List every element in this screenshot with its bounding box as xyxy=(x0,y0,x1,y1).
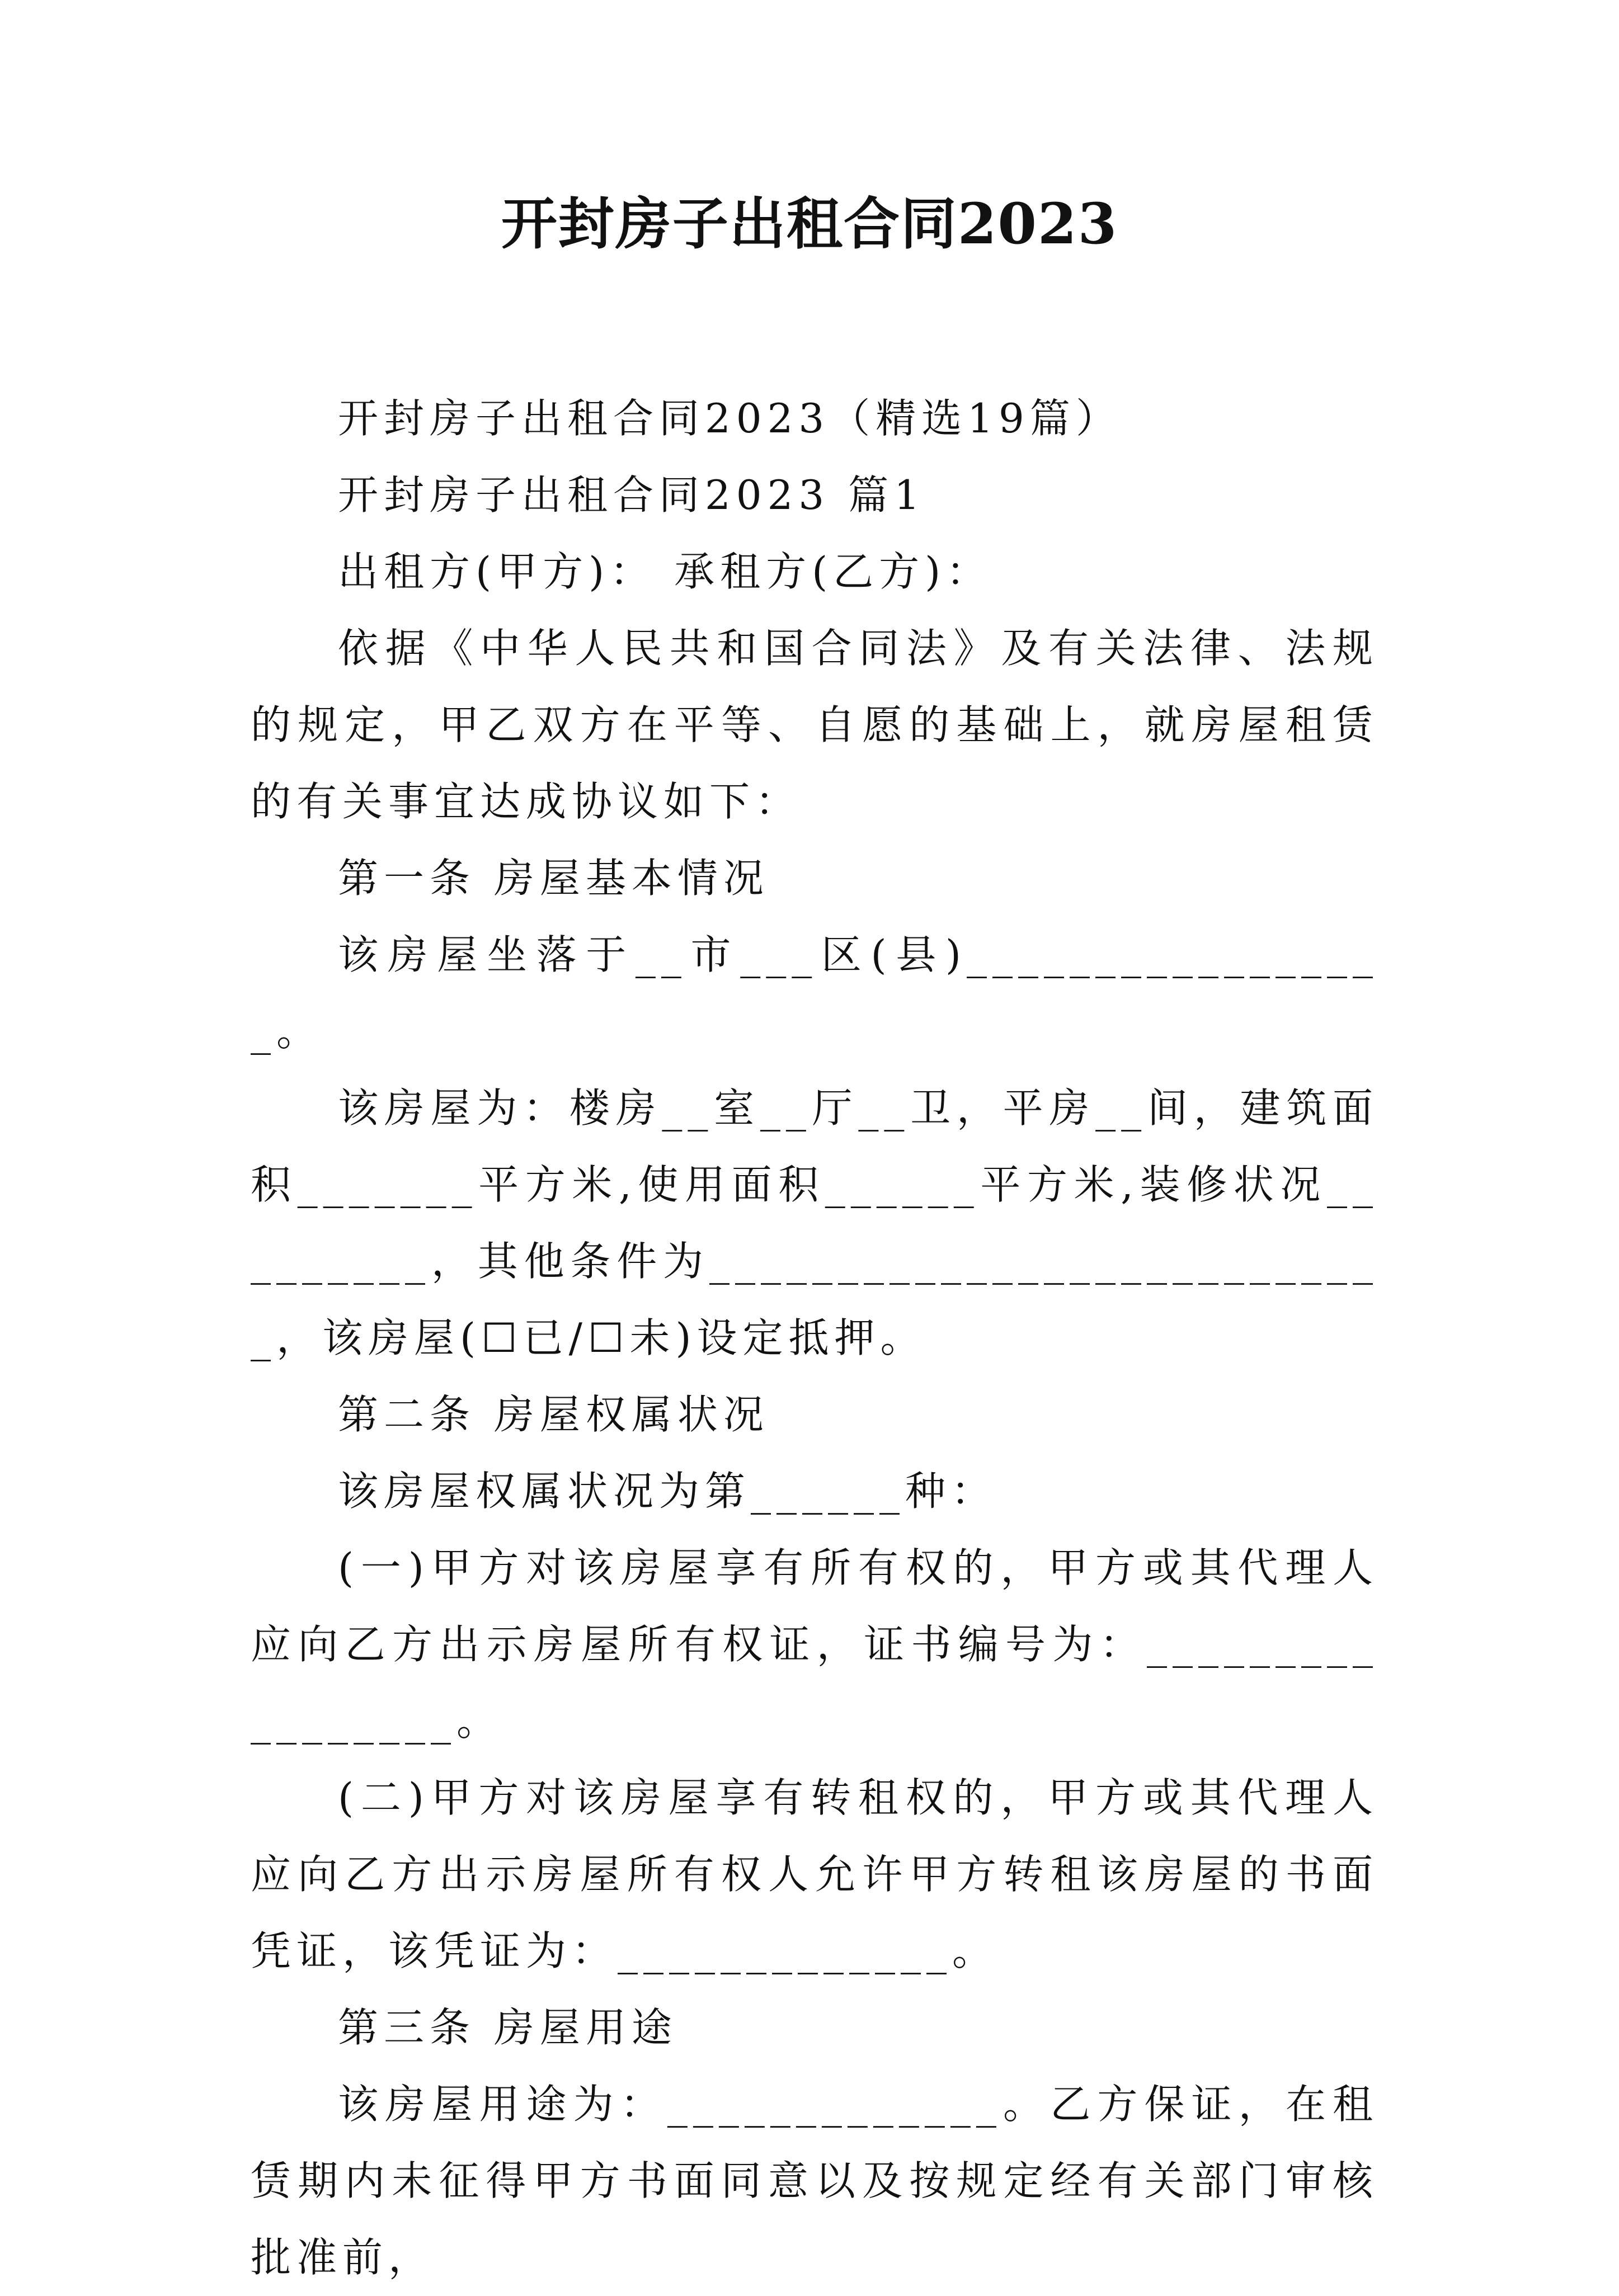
paragraph-ownership-type: 该房屋权属状况为第______种： xyxy=(338,1468,997,1515)
paragraph-usage: 该房屋用途为：_____________。乙方保证，在租赁期内未征得甲方书面同意以及按规定经有关部门审核批准前， xyxy=(251,2081,1378,2281)
paragraph-preamble: 依据《中华人民共和国合同法》及有关法律、法规的规定，甲乙双方在平等、自愿的基础上，就房屋租赁的有关事宜达成协议如下： xyxy=(251,625,1378,825)
paragraph-parties: 出租方(甲方)： 承租方(乙方)： xyxy=(338,548,992,595)
document-title: 开封房子出租合同2023 xyxy=(501,191,1118,257)
paragraph-house-details: 该房屋为：楼房__室__厅__卫，平房__间，建筑面积_______平方米,使用面积______平方米,装修状况_________，其他条件为___________________________，该房屋(☐已/☐未)设定抵押。 xyxy=(251,1085,1378,1361)
paragraph-ownership-2: (二)甲方对该房屋享有转租权的，甲方或其代理人应向乙方出示房屋所有权人允许甲方转租该房屋的书面凭证，该凭证为：_____________。 xyxy=(251,1774,1378,1974)
document-body xyxy=(251,380,1378,2296)
article-2-heading: 第二条 房屋权属状况 xyxy=(338,1391,769,1438)
paragraph-section-heading: 开封房子出租合同2023 篇1 xyxy=(338,472,925,518)
article-3-heading: 第三条 房屋用途 xyxy=(338,2004,677,2051)
paragraph-location: 该房屋坐落于__市___区(县)_________________。 xyxy=(251,931,1378,1055)
paragraph-subtitle: 开封房子出租合同2023（精选19篇） xyxy=(338,395,1122,442)
article-1-heading: 第一条 房屋基本情况 xyxy=(338,855,769,902)
paragraph-ownership-1: (一)甲方对该房屋享有所有权的，甲方或其代理人应向乙方出示房屋所有权证，证书编号为：_________________。 xyxy=(251,1544,1378,1745)
